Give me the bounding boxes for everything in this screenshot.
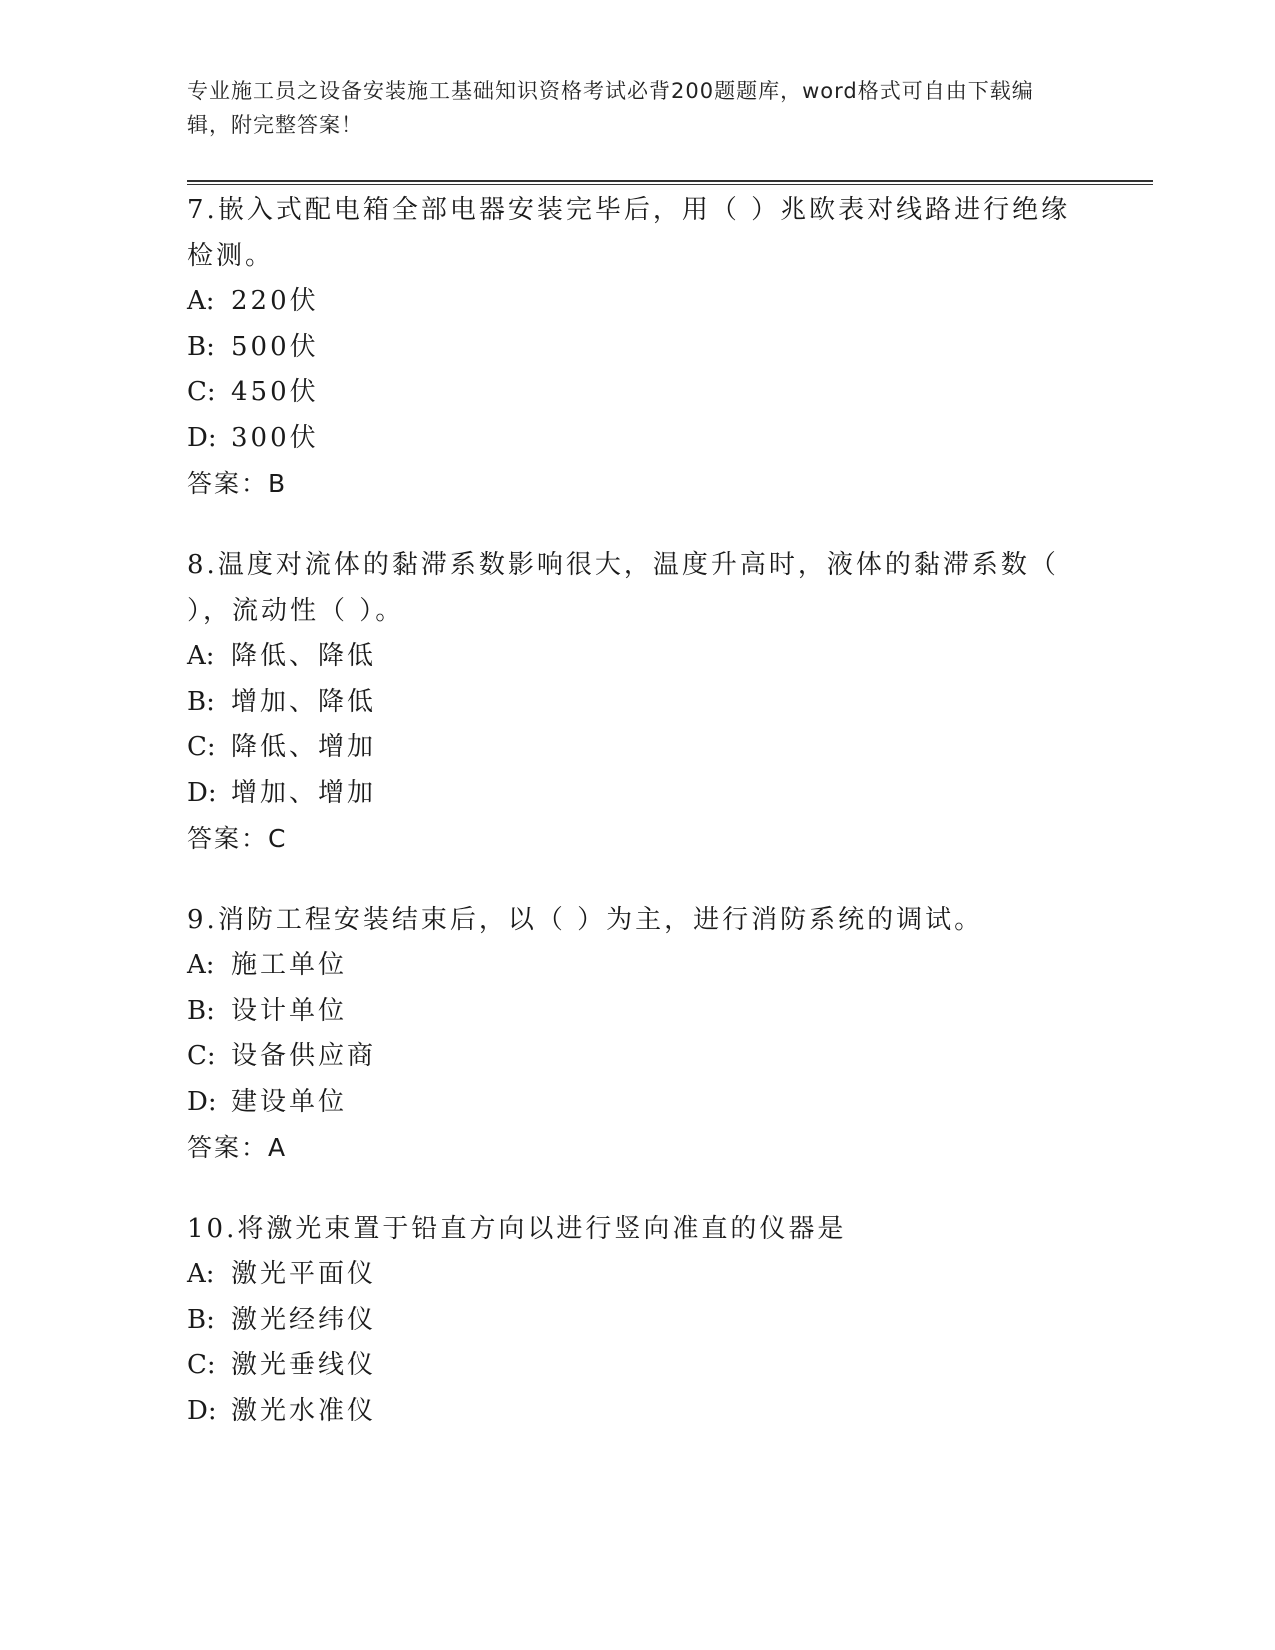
question-list	[187, 187, 1087, 1470]
option-d	[187, 1389, 1087, 1435]
option-text: 激光垂线仪	[231, 1350, 377, 1380]
question-stem	[187, 897, 1077, 943]
question-stem	[187, 1206, 1077, 1252]
option-letter: A:	[187, 641, 215, 671]
option-text: 设备供应商	[231, 1041, 377, 1071]
header-divider	[187, 180, 1153, 185]
option-letter: B:	[187, 686, 215, 717]
option-text: 建设单位	[231, 1086, 348, 1117]
option-text: 500伏	[231, 331, 319, 362]
option-letter: D:	[187, 777, 217, 808]
option-letter: D:	[187, 1395, 217, 1426]
option-a	[187, 1252, 1087, 1298]
question-text: 嵌入式配电箱全部电器安装完毕后，用（ ）兆欧表对线路进行绝缘检测。	[187, 195, 1071, 271]
question-text: 温度对流体的黏滞系数影响很大，温度升高时，液体的黏滞系数（ ），流动性（ ）。	[187, 550, 1059, 626]
option-text: 450伏	[231, 377, 319, 407]
option-letter: C:	[187, 1041, 216, 1071]
document-header: 专业施工员之设备安装施工基础知识资格考试必背200题题库，word格式可自由下载编辑，附完整答案！	[187, 79, 1034, 137]
question-stem	[187, 187, 1077, 279]
question-number: 8.	[187, 550, 218, 580]
option-letter: D:	[187, 1086, 217, 1117]
option-letter: B:	[187, 1304, 215, 1335]
option-letter: A:	[187, 286, 215, 316]
option-letter: D:	[187, 422, 217, 453]
option-letter: C:	[187, 1350, 216, 1380]
option-text: 增加、增加	[231, 777, 377, 808]
option-a	[187, 634, 1087, 680]
option-c	[187, 370, 1087, 416]
question-stem	[187, 542, 1077, 634]
option-letter: B:	[187, 331, 215, 362]
answer-line: 答案：C	[187, 824, 288, 853]
option-a	[187, 279, 1087, 325]
question-number: 7.	[187, 195, 218, 225]
option-d	[187, 771, 1087, 817]
option-d	[187, 416, 1087, 462]
option-text: 激光平面仪	[231, 1259, 377, 1289]
option-c	[187, 1343, 1087, 1389]
option-text: 激光水准仪	[231, 1395, 377, 1426]
question-9	[187, 897, 1087, 1170]
option-letter: C:	[187, 732, 216, 762]
option-d	[187, 1080, 1087, 1126]
option-b	[187, 325, 1087, 371]
option-text: 施工单位	[231, 950, 348, 980]
answer-line: 答案：B	[187, 469, 288, 498]
option-text: 设计单位	[231, 995, 348, 1026]
option-letter: B:	[187, 995, 215, 1026]
option-b	[187, 989, 1087, 1035]
question-7	[187, 187, 1087, 506]
option-text: 降低、增加	[231, 732, 377, 762]
question-10	[187, 1206, 1087, 1434]
option-letter: A:	[187, 1259, 215, 1289]
option-text: 300伏	[231, 422, 319, 453]
option-text: 增加、降低	[231, 686, 377, 717]
option-a	[187, 943, 1087, 989]
option-b	[187, 1298, 1087, 1344]
option-b	[187, 680, 1087, 726]
question-text: 消防工程安装结束后，以（ ）为主，进行消防系统的调试。	[217, 905, 984, 935]
option-c	[187, 725, 1087, 771]
option-letter: C:	[187, 377, 216, 407]
option-text: 激光经纬仪	[231, 1304, 377, 1335]
answer-line: 答案：A	[187, 1133, 288, 1162]
question-number: 9.	[187, 905, 218, 935]
question-text: 将激光束置于铅直方向以进行竖向准直的仪器是	[237, 1214, 847, 1244]
option-text: 降低、降低	[231, 641, 377, 671]
question-number: 10.	[187, 1214, 238, 1244]
question-8	[187, 542, 1087, 861]
option-c	[187, 1034, 1087, 1080]
option-text: 220伏	[231, 286, 319, 316]
option-letter: A:	[187, 950, 215, 980]
